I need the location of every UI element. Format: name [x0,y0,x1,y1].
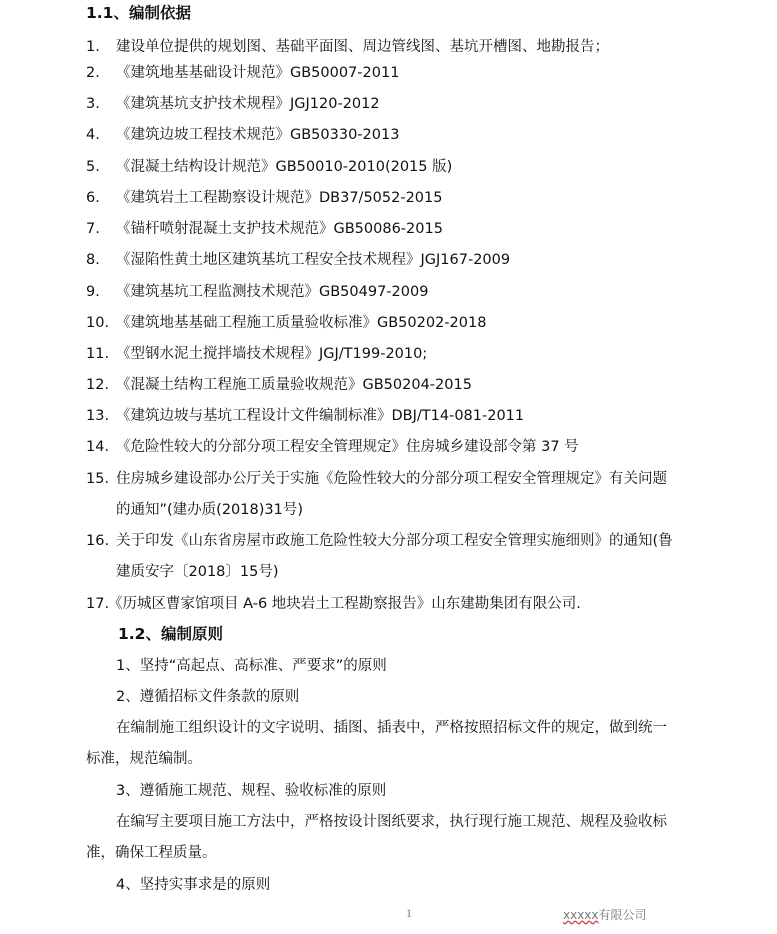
footer-company: xxxxx有限公司 [563,908,647,922]
list-item: 1. 建设单位提供的规划图、基础平面图、周边管线图、基坑开槽图、地勘报告； [86,39,609,55]
list-item: 3. 《建筑基坑支护技术规程》JGJ120-2012 [86,96,380,112]
list-item: 16. 关于印发《山东省房屋市政施工危险性较大分部分项工程安全管理实施细则》的通知(鲁 [86,533,673,549]
list-item: 5. 《混凝土结构设计规范》GB50010-2010(2015 版) [86,159,453,175]
list-item: 6. 《建筑岩土工程勘察设计规范》DB37/5052-2015 [86,190,443,206]
list-item: 10. 《建筑地基基础工程施工质量验收标准》GB50202-2018 [86,315,487,331]
list-item-continuation: 建质安字〔2018〕15号) [116,564,279,580]
list-item: 15. 住房城乡建设部办公厅关于实施《危险性较大的分部分项工程安全管理规定》有关问题 [86,471,667,487]
list-item: 8. 《湿陷性黄土地区建筑基坑工程安全技术规程》JGJ167-2009 [86,252,511,268]
list-item: 7. 《锚杆喷射混凝土支护技术规范》GB50086-2015 [86,221,443,237]
principle-3: 3、遵循施工规范、规程、验收标准的原则 [116,783,387,799]
section-heading-basis: 1.1、编制依据 [86,4,191,22]
list-item: 11. 《型钢水泥土搅拌墙技术规程》JGJ/T199-2010; [86,346,428,362]
paragraph-text: 准，确保工程质量。 [86,845,217,861]
list-item: 14. 《危险性较大的分部分项工程安全管理规定》住房城乡建设部令第 37 号 [86,439,579,455]
list-item: 9. 《建筑基坑工程监测技术规范》GB50497-2009 [86,284,429,300]
list-item: 17.《历城区曹家馆项目 A-6 地块岩土工程勘察报告》山东建勘集团有限公司. [86,596,581,612]
paragraph-text: 在编制施工组织设计的文字说明、插图、插表中，严格按照招标文件的规定，做到统一 [116,720,667,736]
list-item: 13. 《建筑边坡与基坑工程设计文件编制标准》DBJ/T14-081-2011 [86,408,525,424]
list-item: 2. 《建筑地基基础设计规范》GB50007-2011 [86,65,400,81]
list-item-continuation: 的通知”(建办质(2018)31号) [116,502,303,518]
principle-2: 2、遵循招标文件条款的原则 [116,689,300,705]
list-item: 12. 《混凝土结构工程施工质量验收规范》GB50204-2015 [86,377,472,393]
section-heading-principles: 1.2、编制原则 [118,625,223,643]
principle-4: 4、坚持实事求是的原则 [116,877,271,893]
list-item: 4. 《建筑边坡工程技术规范》GB50330-2013 [86,127,400,143]
principle-1: 1、坚持“高起点、高标准、严要求”的原则 [116,658,387,674]
paragraph-text: 在编写主要项目施工方法中，严格按设计图纸要求，执行现行施工规范、规程及验收标 [116,814,667,830]
paragraph-text: 标准，规范编制。 [86,751,202,767]
page-number: 1 [406,906,412,920]
